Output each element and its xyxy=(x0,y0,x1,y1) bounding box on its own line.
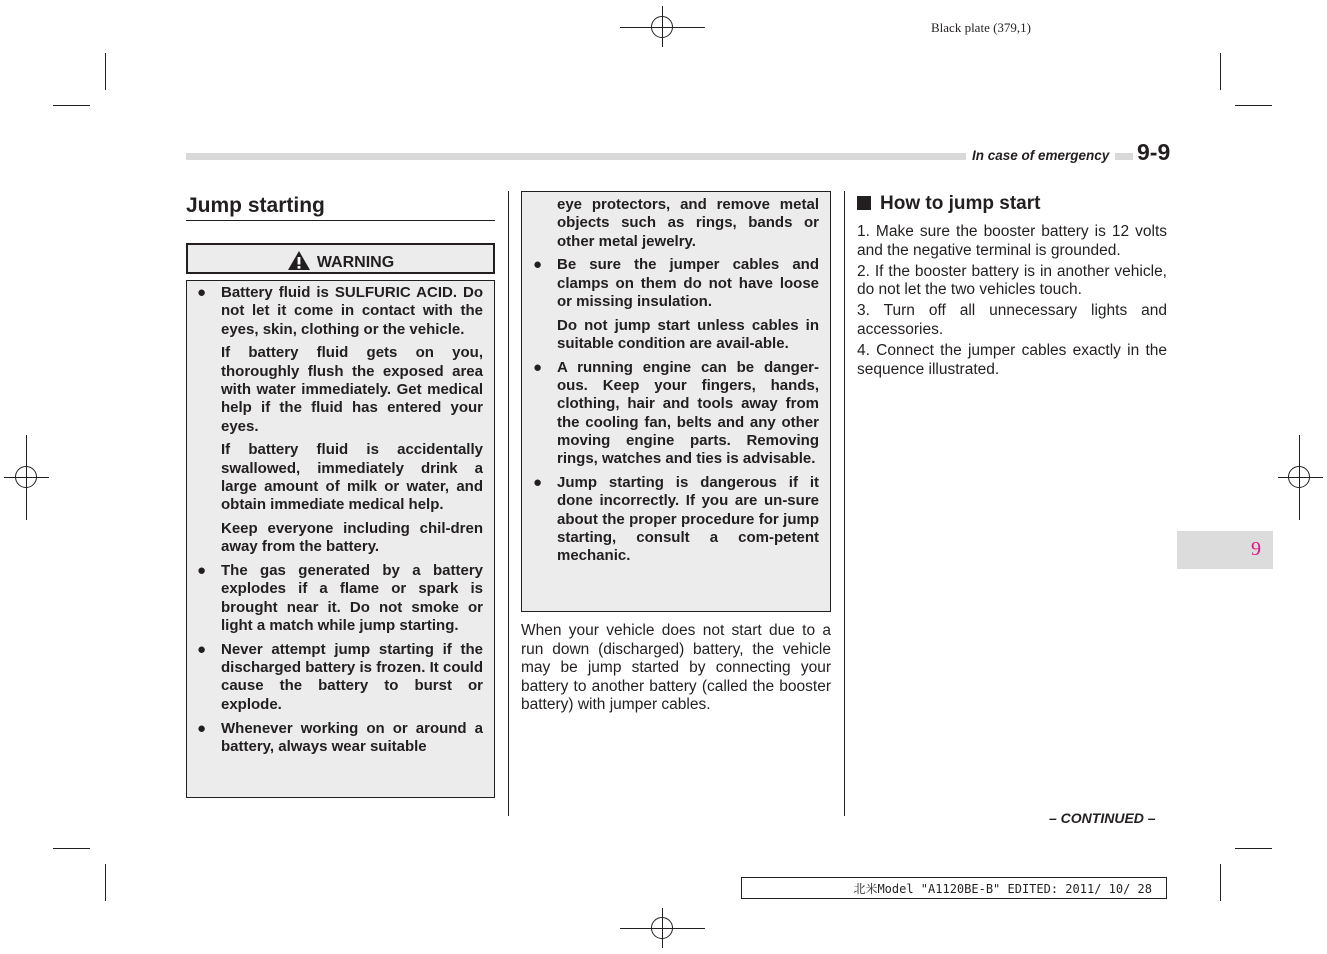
bullet-icon: ● xyxy=(533,256,543,274)
continued-label: – CONTINUED – xyxy=(1049,810,1156,826)
crop-mark xyxy=(53,848,90,849)
crop-mark xyxy=(53,105,90,106)
crop-mark xyxy=(1235,848,1272,849)
warning-bullet: ● Battery fluid is SULFURIC ACID. Do not let it come in contact with the eyes, skin, clothing or the vehicle. xyxy=(197,284,483,338)
warning-paragraph: Keep everyone including chil-dren away from the battery. xyxy=(221,520,483,556)
warning-box-col2 xyxy=(521,191,831,612)
chapter-tab xyxy=(1177,531,1273,569)
warning-paragraph: Do not jump start unless cables in suitable condition are avail-able. xyxy=(557,316,819,353)
registration-circle-icon xyxy=(651,917,673,939)
bullet-icon: ● xyxy=(197,640,207,658)
warning-triangle-icon xyxy=(287,250,311,271)
warning-paragraph: If battery fluid is accidentally swallowed, immediately drink a large amount of milk or water, and obtain immediate medical help. xyxy=(221,441,483,514)
crop-mark xyxy=(105,53,106,90)
chapter-tab-number: 9 xyxy=(1251,538,1261,560)
crop-mark xyxy=(105,864,106,901)
warning-bullet: ● Never attempt jump starting if the discharged battery is frozen. It could cause the battery to burst or explode. xyxy=(197,640,483,713)
registration-circle-icon xyxy=(651,16,673,38)
column-divider xyxy=(844,191,845,816)
subsection-heading: How to jump start xyxy=(857,193,1040,215)
step-item: 4. Connect the jumper cables exactly in the sequence illustrated. xyxy=(857,342,1167,378)
registration-circle-icon xyxy=(15,466,37,488)
plate-info: Black plate (379,1) xyxy=(931,20,1031,35)
warning-bullet: ● Whenever working on or around a battery, always wear suitable xyxy=(197,719,483,755)
warning-bullet: ● The gas generated by a battery explodes if a flame or spark is brought near it. Do not smoke or light a match while jump starting. xyxy=(197,562,483,635)
title-underline xyxy=(186,220,495,221)
warning-bullet: ● A running engine can be danger-ous. Keep your fingers, hands, clothing, hair and tools away from the cooling fan, belts and any other moving engine parts. Removing rings, watches and ties is advisable. xyxy=(533,358,819,468)
bullet-icon: ● xyxy=(197,284,207,301)
crop-mark xyxy=(1235,105,1272,106)
warning-bullet: ● Jump starting is dangerous if it done incorrectly. If you are un-sure about the proper procedure for jump starting, consult a com-petent mechanic. xyxy=(533,474,819,565)
section-title: In case of emergency xyxy=(966,148,1115,163)
warning-bullet: ● Be sure the jumper cables and clamps on them do not have loose or missing insulation. xyxy=(533,256,819,310)
page-title: Jump starting xyxy=(186,194,325,217)
bullet-icon: ● xyxy=(533,358,543,376)
crop-mark xyxy=(1220,864,1221,901)
warning-label: WARNING xyxy=(316,254,395,271)
step-item: 1. Make sure the booster battery is 12 volts and the negative terminal is grounded. xyxy=(857,223,1167,259)
warning-paragraph: eye protectors, and remove metal objects such as rings, bands or other metal jewelry. xyxy=(557,196,819,250)
bullet-icon: ● xyxy=(197,562,207,580)
column-divider xyxy=(508,191,509,816)
warning-box-col1 xyxy=(186,280,495,798)
warning-paragraph: If battery fluid gets on you, thoroughly flush the exposed area with water immediately. Get medical help if the fluid has entered your eyes. xyxy=(221,344,483,435)
warning-label-row xyxy=(188,250,493,272)
registration-circle-icon xyxy=(1288,466,1310,488)
bullet-icon: ● xyxy=(533,474,543,492)
warning-header xyxy=(186,243,495,274)
page-number: 9-9 xyxy=(1133,139,1170,166)
step-item: 2. If the booster battery is in another vehicle, do not let the two vehicles touch. xyxy=(857,262,1167,299)
step-item: 3. Turn off all unnecessary lights and accessories. xyxy=(857,302,1167,338)
crop-mark xyxy=(1220,53,1221,90)
edit-info: 北米Model "A1120BE-B" EDITED: 2011/ 10/ 28 xyxy=(741,877,1167,899)
intro-paragraph: When your vehicle does not start due to a run down (discharged) battery, the vehicle may be jump started by connecting your battery to another battery (called the booster battery) with jumper cables. xyxy=(521,622,831,714)
bullet-icon: ● xyxy=(197,719,207,737)
square-bullet-icon xyxy=(857,196,871,210)
steps-list xyxy=(857,223,1167,382)
